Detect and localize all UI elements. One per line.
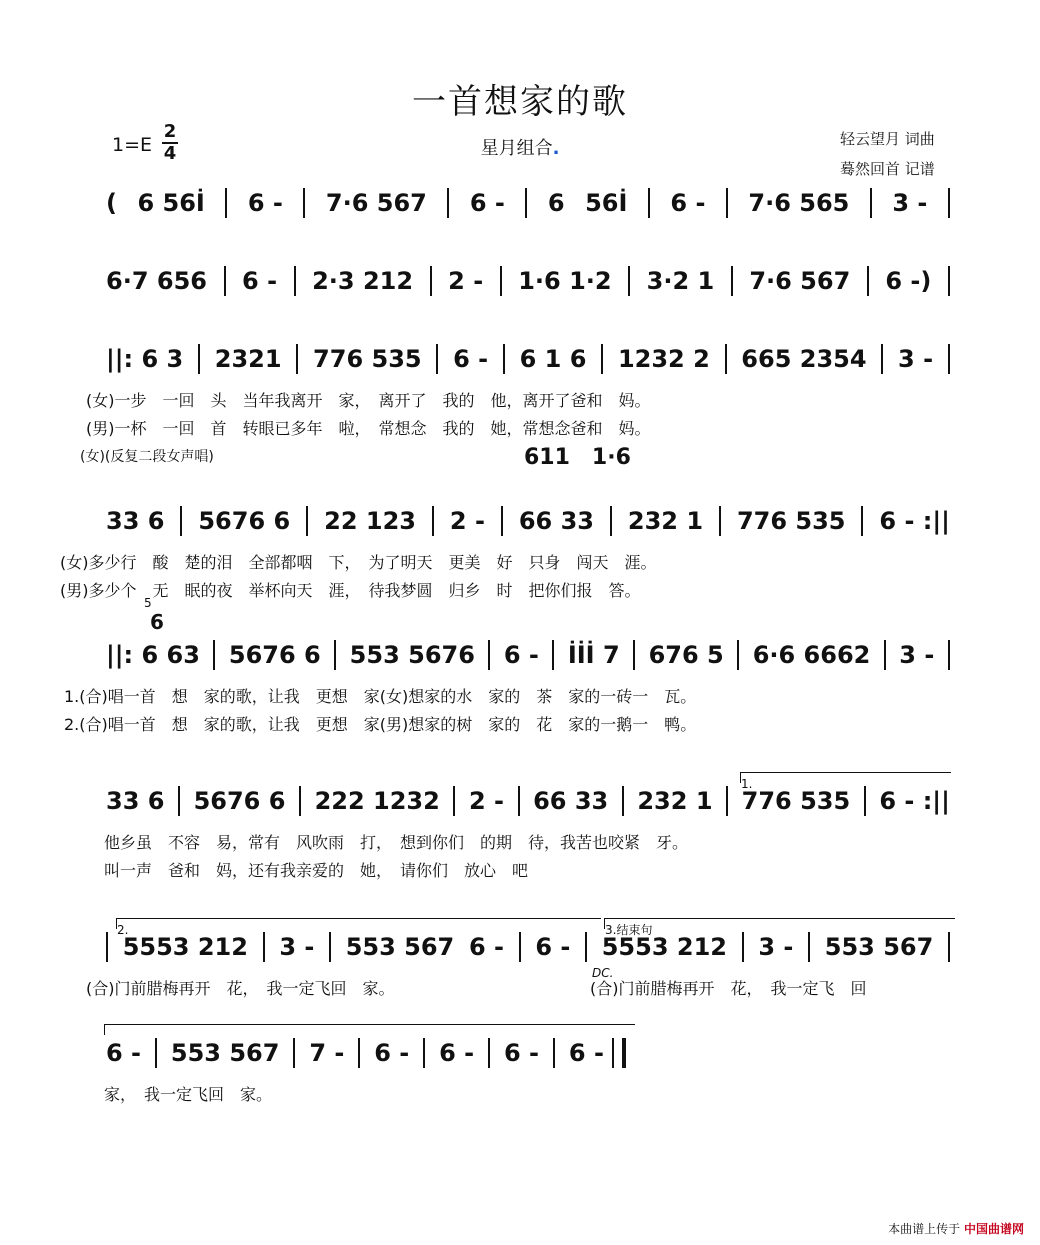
lyric-line: 1.(合)唱一首 想 家的歌，让我 更想 家(女)想家的水 家的 茶 家的一砖一 瓦。 [64,687,697,706]
note-group: 6 1 6 [519,345,587,373]
barline [213,640,215,670]
note-group: 66 33 [518,507,594,535]
note-group: 553 5676 [349,641,475,669]
barline [585,932,587,962]
barline [306,506,308,536]
lyric-line: (合)门前腊梅再开 花， 我一定飞回 家。 [86,979,395,998]
barline [742,932,744,962]
note-group: 232 1 [637,787,713,815]
time-top: 2 [163,121,177,142]
note-group: 2 - [468,787,504,815]
note-group: 6 - [242,267,278,295]
note-group: 3·2 1 [646,267,715,295]
barline [178,786,180,816]
barline [423,1038,425,1068]
barline [198,344,200,374]
barline [447,188,449,218]
note-group: 6 56İ [137,189,205,217]
note-group: 1·6 1·2 [518,267,612,295]
barline [610,506,612,536]
note-group: 5676 6 [198,507,291,535]
key-signature: 1=E [112,134,153,156]
barline [106,932,108,962]
barline [731,266,733,296]
barline [633,640,635,670]
note-group: 3 - [898,345,934,373]
barline [628,266,630,296]
note-group: ( [106,189,117,217]
note-group: 5553 212 [122,933,248,961]
note-group: 2321 [214,345,282,373]
barline [432,506,434,536]
performer-dot: . [552,138,560,159]
lyric-line: (女)(反复二段女声唱) [80,449,214,465]
note-group: 3 - [758,933,794,961]
note-group: 6 - :|| [879,507,950,535]
note-group: 5676 6 [193,787,286,815]
note-group: 553 567 [345,933,455,961]
note-group: 3 - [899,641,935,669]
barline [726,786,728,816]
note-group: 5553 212 [601,933,727,961]
barline [948,188,950,218]
time-bottom: 4 [163,143,177,164]
note-group: 6 - [504,1039,540,1067]
note-group: 553 567 [170,1039,280,1067]
note-group: 6 - [535,933,571,961]
score-row [100,932,956,962]
note-group: 3 - [892,189,928,217]
note-group: 232 1 [627,507,704,535]
note-group: 1232 2 [617,345,710,373]
barline [870,188,872,218]
barline [622,786,624,816]
barline [525,188,527,218]
barline [303,188,305,218]
note-group: 22 123 [324,507,416,535]
note-group: 6 - [469,189,505,217]
barline [500,266,502,296]
note-group: 6 -) [885,267,932,295]
note-group: 7·6 567 [325,189,427,217]
barline [881,344,883,374]
note-group: 776 535 [741,787,851,815]
volta-1-label: 1. [741,777,753,791]
note-group: 2 - [449,507,485,535]
lyric-line: 叫一声 爸和 妈，还有我亲爱的 她， 请你们 放心 吧 [104,861,529,880]
lyric-line: (男)一杯 一回 首 转眼已多年 啦， 常想念 我的 她，常想念爸和 妈。 [86,419,651,438]
final-barline [612,1038,626,1068]
barline [294,266,296,296]
note-group: 6 - [468,933,504,961]
barline [329,932,331,962]
barline [430,266,432,296]
grace-note-main: 6 [150,610,164,634]
note-group: 222 1232 [314,787,440,815]
note-group: 6 - [374,1039,410,1067]
score-row [100,266,956,296]
barline [601,344,603,374]
barline [224,266,226,296]
barline [296,344,298,374]
barline [884,640,886,670]
note-group: 553 567 [824,933,934,961]
note-group: 7·6 565 [748,189,850,217]
alt-notes: 611 1·6 [524,445,631,470]
grace-note: 5 [144,596,152,610]
volta-3 [604,918,955,937]
note-group: 2·3 212 [312,267,414,295]
barline [503,344,505,374]
note-group: ||: 6 3 [106,345,184,373]
note-group: 665 2354 [741,345,867,373]
barline [519,932,521,962]
lyric-line: 家， 我一定飞回 家。 [104,1085,273,1104]
note-group: 676 5 [648,641,724,669]
volta-2 [116,918,601,937]
da-capo: DC. [592,966,614,980]
score-credit: 蓦然回首 记谱 [840,160,935,178]
note-group: 5676 6 [228,641,321,669]
barline [453,786,455,816]
barline [299,786,301,816]
score-row [100,640,956,670]
footer-site: 中国曲谱网 [963,1222,1024,1236]
barline [737,640,739,670]
barline [293,1038,295,1068]
note-group: 6 - :|| [879,787,950,815]
note-group: ||: 6 63 [106,641,200,669]
note-group: 6 - [568,1039,604,1067]
barline [867,266,869,296]
note-group: 6 - [453,345,489,373]
barline [488,640,490,670]
volta-3-label: 3.结束句 [605,923,653,937]
barline [948,344,950,374]
barline [501,506,503,536]
score-row [100,188,956,218]
score-row [100,506,956,536]
barline [180,506,182,536]
ending-bracket [104,1024,635,1035]
score-row [100,1038,630,1068]
barline [808,932,810,962]
volta-2-label: 2. [117,923,129,937]
note-group: 56İ [585,189,628,217]
barline [488,1038,490,1068]
lyric-line: (男)多少个 无 眠的夜 举杯向天 涯， 待我梦圆 归乡 时 把你们报 答。 [60,581,641,600]
barline [436,344,438,374]
footer [888,1220,1024,1237]
note-group: 2 - [448,267,484,295]
barline [155,1038,157,1068]
barline [725,344,727,374]
barline [948,932,950,962]
note-group: 6 - [247,189,283,217]
note-group: 776 535 [313,345,422,373]
barline [719,506,721,536]
note-group: 6 [547,189,565,217]
barline [334,640,336,670]
barline [864,786,866,816]
note-group: 3 - [279,933,315,961]
barline [518,786,520,816]
note-group: 66 33 [533,787,609,815]
barline [552,640,554,670]
footer-prefix: 本曲谱上传于 [888,1222,961,1236]
note-group: 6 - [503,641,539,669]
note-group: 6 - [670,189,706,217]
barline [225,188,227,218]
lyric-line: (合)门前腊梅再开 花， 我一定飞 回 [590,979,867,998]
lyrics-credit: 轻云望月 词曲 [840,130,935,148]
barline [948,640,950,670]
note-group: 7 - [309,1039,345,1067]
note-group: İİİ 7 [567,641,620,669]
barline [358,1038,360,1068]
barline [263,932,265,962]
note-group: 33 6 [106,507,165,535]
note-group: 6·7 656 [106,267,207,295]
barline [861,506,863,536]
lyric-line: 他乡虽 不容 易，常有 风吹雨 打， 想到你们 的期 待，我苦也咬紧 牙。 [104,833,689,852]
barline [726,188,728,218]
volta-1 [740,772,951,791]
song-title: 一首想家的歌 [412,82,628,122]
score-row [100,344,956,374]
performer-name: 星月组合 [480,138,553,159]
lyric-line: 2.(合)唱一首 想 家的歌，让我 更想 家(男)想家的树 家的 花 家的一鹅一 鸭。 [64,715,697,734]
lyric-line: (女)多少行 酸 楚的泪 全部都咽 下， 为了明天 更美 好 只身 闯天 涯。 [60,553,657,572]
score-row [100,786,956,816]
note-group: 6 - [439,1039,475,1067]
note-group: 7·6 567 [749,267,851,295]
barline [648,188,650,218]
barline [948,266,950,296]
note-group: 33 6 [106,787,165,815]
note-group: 776 535 [736,507,846,535]
note-group: 6 - [106,1039,142,1067]
lyric-line: (女)一步 一回 头 当年我离开 家， 离开了 我的 他，离开了爸和 妈。 [86,391,651,410]
barline [553,1038,555,1068]
note-group: 6·6 6662 [752,641,871,669]
